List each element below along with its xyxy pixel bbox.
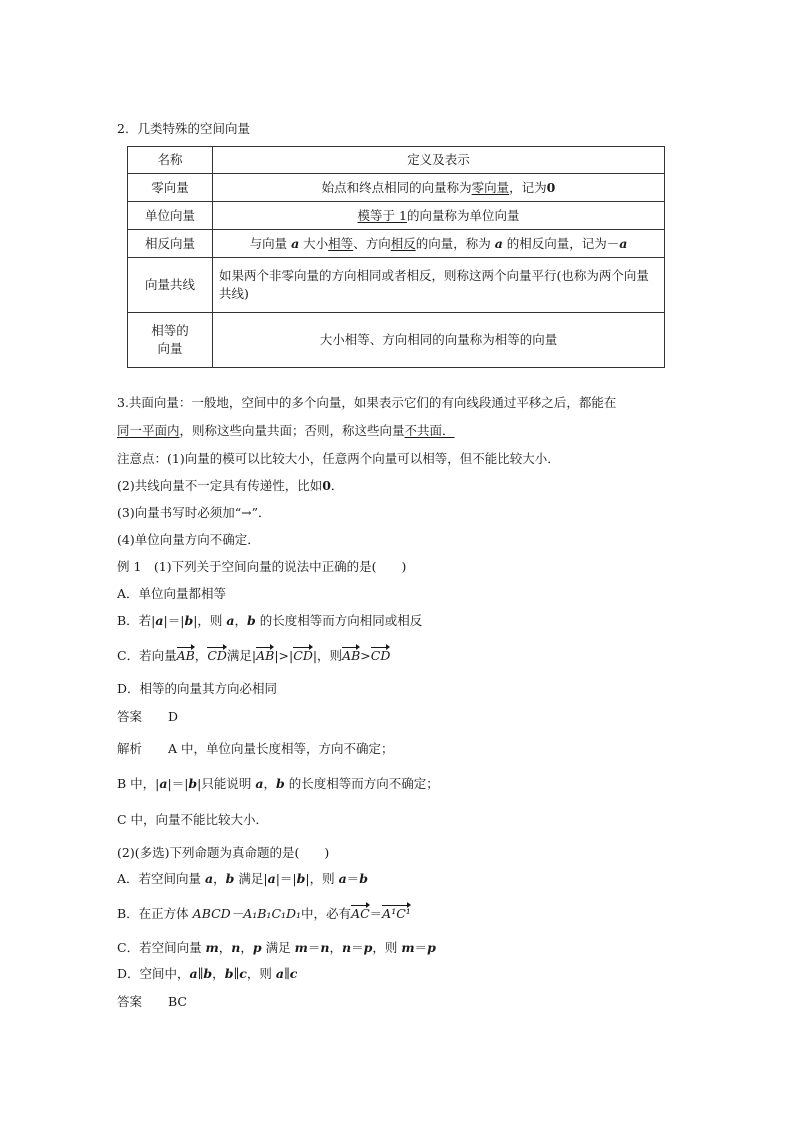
text: D．空间中， [117,966,190,981]
answer-value: D [168,709,179,724]
term-zero-vector: 零向量 [471,179,510,195]
symbol: b [275,776,285,791]
table-row [128,313,665,368]
table-row [128,230,665,258]
text: |只能说明 [197,776,256,791]
text: C．若向量 [117,648,177,663]
symbol: b [188,776,198,791]
answer-value: BC [168,994,187,1009]
row-definition: 大小相等、方向相同的向量称为相等的向量 [213,313,665,368]
text: ， [234,613,248,628]
example2-option-a [117,871,368,887]
term-not-coplanar: 不共面． [404,423,455,438]
vector-symbol: AB [256,648,275,663]
text: ， [240,940,253,955]
row-name: 向量共线 [128,258,213,313]
text: 的向量，称为 [415,235,495,251]
answer-label: 答案 [117,709,143,724]
text: ， [218,940,232,955]
text: ∥ [233,966,240,981]
term-modulus-one: 模等于 1 [357,207,407,223]
row-name: 相反向量 [128,230,213,258]
example1-option-d: D．相等的向量其方向必相同 [117,681,278,696]
symbol: a [275,966,284,981]
text: 向量 [157,341,183,356]
symbol: a [189,966,198,981]
symbol: b [203,966,213,981]
text: 中，必有 [301,906,352,921]
symbol: a [291,235,300,251]
symbol: a [619,235,628,251]
text: |＝| [275,871,297,886]
text: ， [329,940,342,955]
text: |，则 [305,871,339,886]
text: 的长度相等而方向不确定； [284,776,439,791]
text: 的相反向量，记为－ [502,235,620,251]
symbol: b [247,613,256,628]
text: 满足| [226,648,257,663]
example2-answer [117,994,187,1010]
text: 与向量 [249,235,292,251]
term-equal: 相等 [328,235,354,251]
symbol: m [205,940,219,955]
example2-option-c [117,940,436,956]
text: 的向量称为单位向量 [406,207,520,223]
symbol: b [184,613,194,628]
text: ， [194,648,208,663]
table-row [128,174,665,202]
text: 的长度相等而方向相同或相反 [255,613,423,628]
symbol: a [255,776,264,791]
example1-analysis-1 [117,741,394,757]
symbol: c [239,966,247,981]
symbol: n [320,940,330,955]
text: ＝ [307,940,321,955]
term-same-plane: 同一平面内 [117,423,180,438]
example1-option-c [117,647,390,664]
coplanar-line-1: 3.共面向量：一般地，空间中的多个向量，如果表示它们的有向线段通过平移之后，都能在 [117,395,617,410]
vector-symbol: CD [370,648,391,663]
text: |＝| [167,776,189,791]
row-definition [213,174,665,202]
symbol: a [159,776,168,791]
example1-option-a: A．单位向量都相等 [117,586,227,601]
table-header-row [128,147,665,174]
example1-answer [117,709,178,725]
section-title: 2．几类特殊的空间向量 [117,121,250,136]
text: 相等的 [151,323,189,338]
symbol: a [155,613,164,628]
text: ，则 [372,940,402,955]
text: |＝| [163,613,185,628]
symbol: p [427,940,436,955]
symbol: b [359,871,368,886]
text: (2)共线向量不一定具有传递性，比如 [117,478,323,493]
symbol: a [226,613,235,628]
answer-label: 答案 [117,994,143,1009]
vector-types-table [127,146,665,368]
text: A．若空间向量 [117,871,206,886]
symbol: p [252,940,262,955]
text: 满足 [261,940,295,955]
text: ， [212,966,225,981]
example1-option-b [117,613,422,629]
symbol: a [267,871,276,886]
zero-symbol: 0 [322,478,331,493]
text: B．在正方体 [117,906,193,921]
text: ＝ [346,871,360,886]
vector-symbol: A¹C¹ [382,906,411,921]
text: 始点和终点相同的向量称为 [321,179,472,195]
text: ∥ [197,966,204,981]
text: B 中，| [117,776,160,791]
text: 大小 [299,235,329,251]
note-1: 注意点：(1)向量的模可以比较大小，任意两个向量可以相等，但不能比较大小． [117,451,560,466]
symbol: b [224,966,234,981]
symbol: b [225,871,235,886]
symbol: m [294,940,308,955]
example1-analysis-3: C 中，向量不能比较大小． [117,812,269,827]
text: B．若| [117,613,156,628]
header-definition: 定义及表示 [213,147,665,174]
example2-title: (2)(多选)下列命题为真命题的是( ) [117,845,330,860]
text: 、方向 [353,235,391,251]
text: |>| [274,648,294,663]
term-opposite: 相反 [390,235,416,251]
analysis-label: 解析 [117,741,143,756]
vector-symbol: CD [293,648,313,663]
note-3: (3)向量书写时必须加“→”． [117,505,271,520]
note-2 [117,478,343,494]
text: |，则 [312,648,343,663]
symbol: a [338,871,347,886]
row-definition: 如果两个非零向量的方向相同或者相反，则称这两个向量平行(也称为两个向量共线) [213,258,665,313]
vector-symbol: AB [176,648,195,663]
symbol: c [289,966,298,981]
table-row [128,258,665,313]
text: ， [263,776,276,791]
row-definition [213,230,665,258]
example1-title: 例 1 (1)下列关于空间向量的说法中正确的是( ) [117,559,407,574]
text: ，记为 [509,179,547,195]
text: ＝ [369,906,383,921]
row-definition [213,202,665,230]
text: > [360,648,371,663]
symbol: a [494,235,503,251]
symbol: n [341,940,352,955]
example2-option-d [117,966,297,982]
text: ∥ [283,966,290,981]
symbol: n [231,940,241,955]
row-name: 单位向量 [128,202,213,230]
vector-symbol: AC [351,906,370,921]
text: ， [213,871,226,886]
zero-symbol: 0 [546,179,556,195]
symbol: b [296,871,306,886]
cube-name: ABCD－A₁B₁C₁D₁ [192,906,302,921]
vector-symbol: CD [207,648,227,663]
row-name [128,313,213,368]
example1-analysis-2 [117,776,439,792]
vector-symbol: AB [342,648,361,663]
symbol: a [205,871,214,886]
coplanar-line-2 [117,423,455,439]
symbol: p [363,940,373,955]
text: ＝ [414,940,428,955]
text: 满足| [234,871,268,886]
note-4: (4)单位向量方向不确定． [117,532,260,547]
header-name: 名称 [128,147,213,174]
row-name: 零向量 [128,174,213,202]
text: |，则 [193,613,227,628]
text: ，则 [246,966,276,981]
text: ，则称这些向量共面；否则，称这些向量 [179,423,405,438]
text: ． [330,478,344,493]
table-row [128,202,665,230]
symbol: m [401,940,415,955]
text: C．若空间向量 [117,940,206,955]
example2-option-b [117,905,411,922]
text: ＝ [351,940,364,955]
text: A 中，单位向量长度相等，方向不确定； [168,741,394,756]
